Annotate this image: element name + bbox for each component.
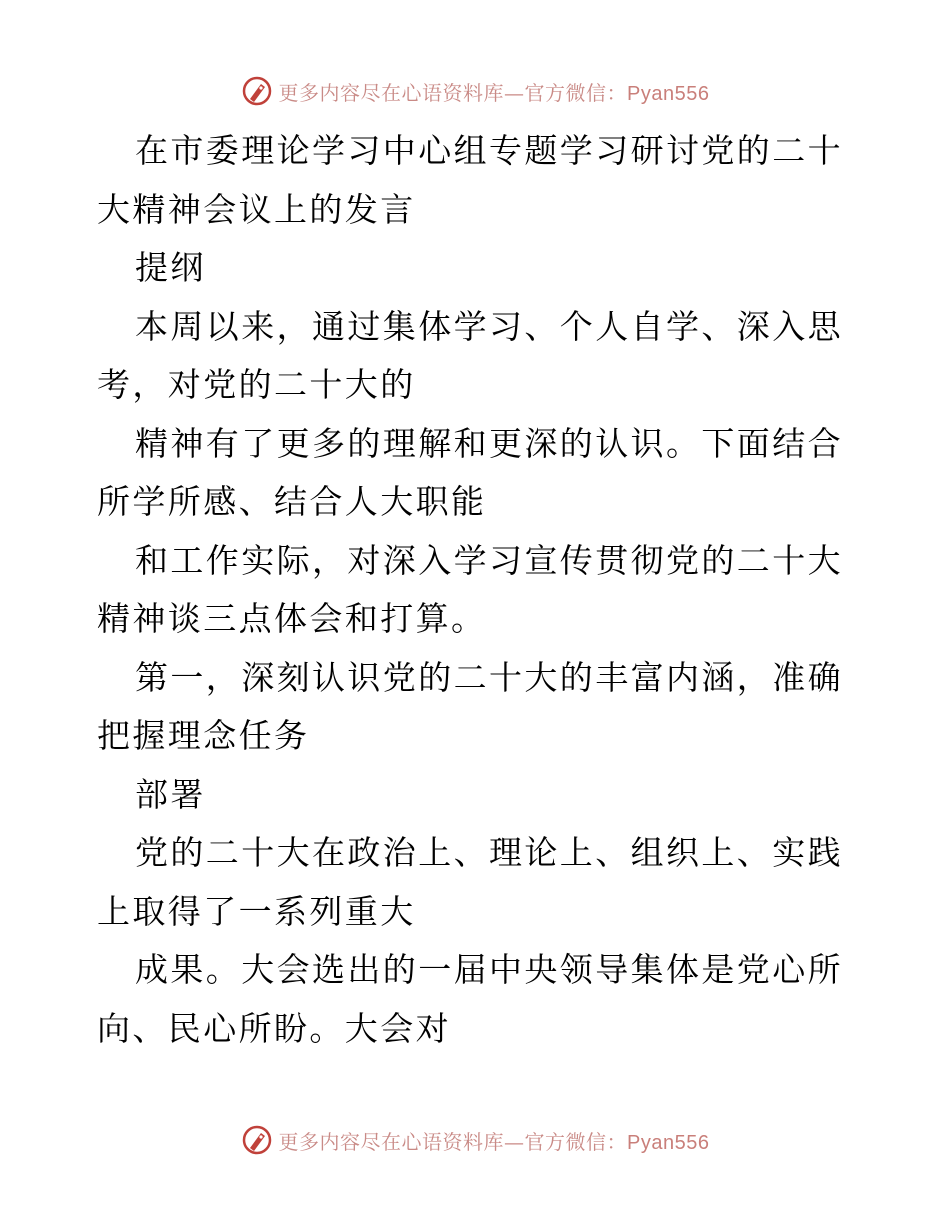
pen-nib-circle-icon — [241, 75, 273, 107]
document-title: 在市委理论学习中心组专题学习研讨党的二十大精神会议上的发言 — [97, 131, 843, 229]
paragraph: 成果。大会选出的一届中央领导集体是党心所向、民心所盼。大会对 — [97, 950, 843, 1048]
paragraph: 精神有了更多的理解和更深的认识。下面结合所学所感、结合人大职能 — [97, 423, 843, 521]
paragraph: 党的二十大在政治上、理论上、组织上、实践上取得了一系列重大 — [97, 833, 843, 931]
document-body — [97, 122, 857, 1058]
header-watermark — [0, 71, 950, 111]
paragraph: 和工作实际，对深入学习宣传贯彻党的二十大精神谈三点体会和打算。 — [97, 540, 843, 638]
watermark-text: 更多内容尽在心语资料库—官方微信：Pyan556 — [278, 1129, 710, 1154]
paragraph: 本周以来，通过集体学习、个人自学、深入思考，对党的二十大的 — [97, 306, 843, 404]
section-heading: 第一，深刻认识党的二十大的丰富内涵，准确把握理念任务 — [97, 657, 843, 755]
pen-nib-circle-icon — [241, 1124, 273, 1156]
watermark-text: 更多内容尽在心语资料库—官方微信：Pyan556 — [278, 80, 710, 105]
footer-watermark — [0, 1120, 950, 1160]
paragraph: 部署 — [135, 774, 206, 814]
paragraph: 提纲 — [135, 248, 206, 287]
